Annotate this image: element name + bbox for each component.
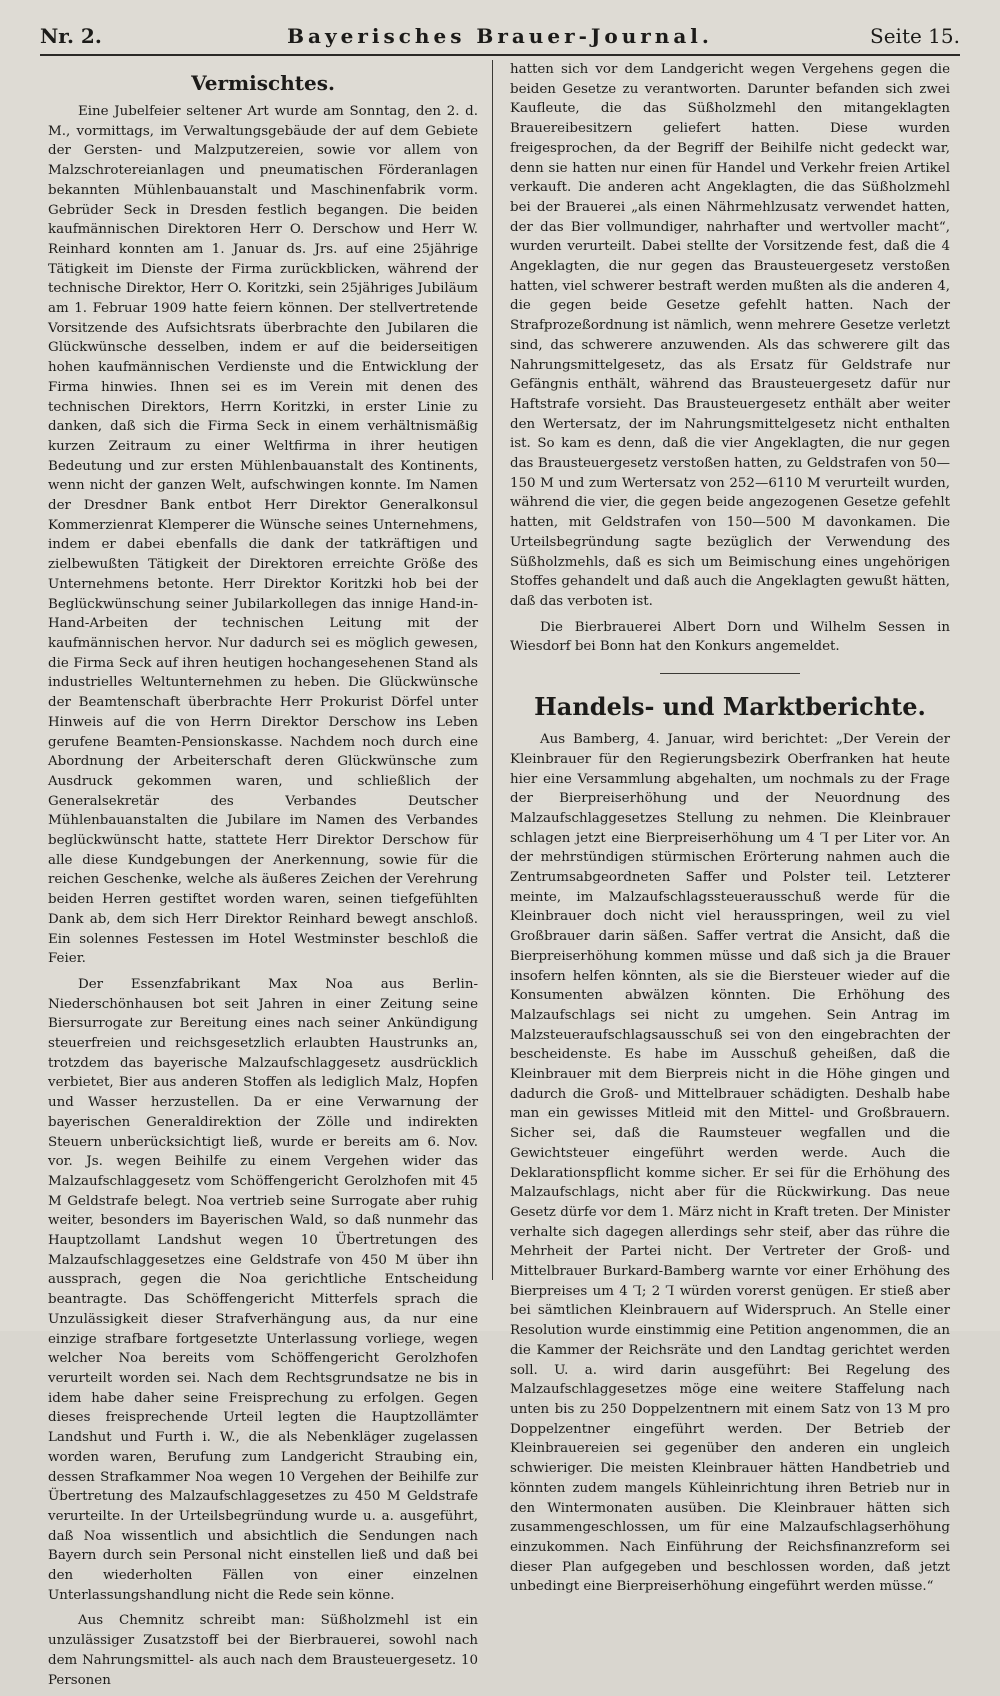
article-essenzfabrikant: Der Essenzfabrikant Max Noa aus Berlin-Niederschönhausen bot seit Jahren in einer Zeitung seine Biersurrogate zur Bereitung eines nach seiner Ankündigung steuerfreien und reichsgesetzlich erlaubten Haustrunks an, trotzdem das bayerische Malzaufschlaggesetz ausdrücklich verbietet, Bier aus anderen Stoffen als lediglich Malz, Hopfen und Wasser herzustellen. Da er eine Verwarnung der bayerischen Generaldirektion der Zölle und indirekten Steuern unberücksichtigt ließ, wurde er bereits am 6. Nov. vor. Js. wegen Beihilfe zu einem Vergehen wider das Malzaufschlaggesetz vom Schöffengericht Gerolzhofen mit 45 M Geldstrafe belegt. Noa vertrieb seine Surrogate aber ruhig weiter, besonders im Bayerischen Wald, so daß nunmehr das Hauptzollamt Landshut wegen 10 Übertretungen des Malzaufschlaggesetzes eine Geldstrafe von 450 M über ihn aussprach, gegen die Noa gerichtliche Entscheidung beantragte. Das Schöffengericht Mitterfels sprach die Unzulässigkeit dieser Strafverhängung aus, da nur eine einzige strafbare fortgesetzte Unterlassung vorliege, wegen welcher Noa bereits vom Schöffengericht Gerolzhofen verurteilt worden sei. Nach dem Rechtsgrundsatze ne bis in idem habe daher seine Freisprechung zu erfolgen. Gegen dieses freisprechende Urteil legten die Hauptzollämter Landshut und Furth i. W., die als Nebenkläger zugelassen worden waren, Berufung zum Landgericht Straubing ein, dessen Strafkammer Noa wegen 10 Vergehen der Beihilfe zur Übertretung des Malzaufschlaggesetzes zu 450 M Geldstrafe verurteilte. In der Urteilsbegründung wurde u. a. ausgeführt, daß Noa wissentlich und absichtlich die Sendungen nach Bayern durch sein Personal nicht einstellen ließ und daß bei den wiederholten Fällen von einer einzelnen Unterlassungshandlung nicht die Rede sein könne. <box>48 976 478 1603</box>
article-chemnitz: Aus Chemnitz schreibt man: Süßholzmehl ist ein unzulässiger Zusatzstoff bei der Bierbrauerei, sowohl nach dem Nahrungsmittel- als auch nach dem Brausteuergesetz. 10 Personen <box>48 1613 478 1688</box>
article-bamberg: Aus Bamberg, 4. Januar, wird berichtet: „Der Verein der Kleinbrauer für den Regierungsbezirk Oberfranken hat heute hier eine Versammlung abgehalten, um nochmals zu der Frage der Bierpreiserhöhung und der Neuordnung des Malzaufschlaggesetzes Stellung zu nehmen. Die Kleinbrauer schlagen jetzt eine Bierpreiserhöhung um 4 Ꞁ per Liter vor. An der mehrstündigen stürmischen Erörterung nahmen auch die Zentrumsabgeordneten Saffer und Polster teil. Letzterer meinte, im Malzaufschlagssteuerausschuß werde für die Kleinbrauer doch nicht viel herausspringen, weil zu viel Großbrauer darin säßen. Saffer vertrat die Ansicht, daß die Bierpreiserhöhung kommen müsse und daß sich ja die Brauer insofern helfen könnten, als sie die Biersteuer wieder auf die Konsumenten abwälzen könnten. Die Erhöhung des Malzaufschlags sei nicht zu umgehen. Sein Antrag im Malzsteueraufschlagsausschuß sei von den eingebrachten der bescheidenste. Es habe im Ausschuß geheißen, daß die Kleinbrauer mit dem Bierpreis nicht in die Höhe gingen und dadurch die Groß- und Mittelbrauer schädigten. Deshalb habe man ein gewisses Mitleid mit den Mittel- und Großbrauern. Sicher sei, daß die Raumsteuer wegfallen und die Gewichtsteuer eingeführt werden werde. Auch die Deklarationspflicht komme sicher. Er sei für die Erhöhung des Malzaufschlags, nicht aber für die Rückwirkung. Das neue Gesetz dürfe vor dem 1. März nicht in Kraft treten. Der Minister verhalte sich dagegen allerdings sehr steif, aber das rühre die Mehrheit der Partei nicht. Der Vertreter der Groß- und Mittelbrauer Burkard-Bamberg warnte vor einer Erhöhung des Bierpreises um 4 Ꞁ; 2 Ꞁ würden vorerst genügen. Er stieß aber bei sämtlichen Kleinbrauern auf Widerspruch. An Stelle einer Resolution wurde einstimmig eine Petition angenommen, die an die Kammer der Reichsräte und den Landtag gerichtet werden soll. U. a. wird darin ausgeführt: Bei Regelung des Malzaufschlaggesetzes möge eine weitere Staffelung nach unten bis zu 250 Doppelzentnern mit einem Satz von 13 M pro Doppelzentner eingeführt werden. Der Betrieb der Kleinbrauereien sei gegenüber den anderen ein ungleich schwieriger. Die meisten Kleinbrauer hätten Handbetrieb und könnten zudem mangels Kühleinrichtung ihren Betrieb nur in den Wintermonaten ausüben. Die Kleinbrauer hätten sich zusammengeschlossen, um für eine Malzaufschlagserhöhung einzukommen. Nach Einführung der Reichsfinanzreform sei dieser Plan aufgegeben und beschlossen worden, daß jetzt unbedingt eine Bierpreiserhöhung eingeführt werden müsse.“ <box>510 732 950 1595</box>
article-konkurs: Die Bierbrauerei Albert Dorn und Wilhelm Sessen in Wiesdorf bei Bonn hat den Konkurs angemeldet. <box>510 619 950 655</box>
article-chemnitz-continued: hatten sich vor dem Landgericht wegen Vergehens gegen die beiden Gesetze zu verantworten. Darunter befanden sich zwei Kaufleute, die das Süßholzmehl den mitangeklagten Brauereibesitzern geliefert hatten. Diese wurden freigesprochen, da der Begriff der Beihilfe nicht gedeckt war, denn sie hatten nur einen für Handel und Verkehr freien Artikel verkauft. Die anderen acht Angeklagten, die das Süßholzmehl bei der Brauerei „als einen Nährmehlzusatz verwendet hatten, der das Bier vollmundiger, nahrhafter und wertvoller macht“, wurden verurteilt. Dabei stellte der Vorsitzende fest, daß die 4 Angeklagten, die nur gegen das Brausteuergesetz verstoßen hatten, viel schwerer bestraft werden mußten als die anderen 4, die gegen beide Gesetze gefehlt hatten. Nach der Strafprozeßordnung ist nämlich, wenn mehrere Gesetze verletzt sind, das schwerere anzuwenden. Als das schwerere gilt das Nahrungsmittelgesetz, das als Ersatz für Geldstrafe nur Gefängnis enthält, während das Brausteuergesetz dafür nur Haftstrafe vorsieht. Das Brausteuergesetz enthält aber weiter den Wertersatz, der im Nahrungsmittelgesetz nicht enthalten ist. So kam es denn, daß die vier Angeklagten, die nur gegen das Brausteuergesetz verstoßen hatten, zu Geldstrafen von 50—150 M und zum Wertersatz von 252—6110 M verurteilt wurden, während die vier, die gegen beide angezogenen Gesetze gefehlt hatten, mit Geldstrafen von 150—500 M davonkamen. Die Urteilsbegründung sagte bezüglich der Verwendung des Süßholzmehls, daß es sich um Beimischung eines ungehörigen Stoffes gehandelt und daß auch die Angeklagten gewußt hätten, daß das verboten ist. <box>510 62 950 609</box>
column-divider <box>492 60 493 1280</box>
left-column <box>48 60 478 1696</box>
section-divider <box>660 673 800 674</box>
article-jubelfeier: Eine Jubelfeier seltener Art wurde am Sonntag, den 2. d. M., vormittags, im Verwaltungsgebäude der auf dem Gebiete der Gersten- und Malzputzereien, sowie vor allem von Malzschrotereianlagen und pneumatischen Förderanlagen bekannten Mühlenbauanstalt und Maschinenfabrik vorm. Gebrüder Seck in Dresden festlich begangen. Die beiden kaufmännischen Direktoren Herr O. Derschow und Herr W. Reinhard konnten am 1. Januar ds. Jrs. auf eine 25jährige Tätigkeit im Dienste der Firma zurückblicken, während der technische Direktor, Herr O. Koritzki, sein 25jähriges Jubiläum am 1. Februar 1909 hatte feiern können. Der stellvertretende Vorsitzende des Aufsichtsrats überbrachte den Jubilaren die Glückwünsche desselben, indem er auf die beiderseitigen hohen kaufmännischen Verdienste und die Entwicklung der Firma hinwies. Ihnen sei es im Verein mit denen des technischen Direktors, Herrn Koritzki, in erster Linie zu danken, daß sich die Firma Seck in einem verhältnismäßig kurzen Zeitraum zu einer Weltfirma in ihrer heutigen Bedeutung und zur ersten Mühlenbauanstalt des Kontinents, wenn nicht der ganzen Welt, aufschwingen konnte. Im Namen der Dresdner Bank entbot Herr Direktor Generalkonsul Kommerzienrat Klemperer die Wünsche seines Unternehmens, indem er dabei ebenfalls die dank der tatkräftigen und zielbewußten Tätigkeit der Direktoren erreichte Größe des Unternehmens betonte. Herr Direktor Koritzki hob bei der Beglückwünschung seiner Jubilarkollegen das innige Hand-in-Hand-Arbeiten der technischen Leitung mit der kaufmännischen hervor. Nur dadurch sei es möglich gewesen, die Firma Seck auf ihren heutigen hochangesehenen Stand als industrielles Weltunternehmen zu heben. Die Glückwünsche der Beamtenschaft überbrachte Herr Prokurist Dörfel unter Hinweis auf die von Herrn Direktor Derschow ins Leben gerufene Beamten-Pensionskasse. Nachdem noch durch eine Abordnung der Arbeiterschaft deren Glückwünsche zum Ausdruck gekommen waren, und schließlich der Generalsekretär des Verbandes Deutscher Mühlenbauanstalten die Jubilare im Namen des Verbandes beglückwünscht hatte, stattete Herr Direktor Derschow für alle diese Kundgebungen der Anerkennung, sowie für die reichen Geschenke, welche als äußeres Zeichen der Verehrung beiden Herren gestiftet worden waren, seinen tiefgefühlten Dank ab, dem sich Herr Direktor Reinhard bewegt anschloß. Ein solennes Festessen im Hotel Westminster beschloß die Feier. <box>48 104 478 967</box>
right-column <box>510 60 950 1603</box>
page-header <box>40 18 960 56</box>
section-heading-vermischtes: Vermischtes. <box>191 71 335 95</box>
page-number: Seite 15. <box>870 24 960 48</box>
journal-title: Bayerisches Brauer-Journal. <box>287 24 713 48</box>
section-heading-handelsberichte: Handels- und Marktberichte. <box>534 692 926 722</box>
issue-number: Nr. 2. <box>40 24 102 48</box>
